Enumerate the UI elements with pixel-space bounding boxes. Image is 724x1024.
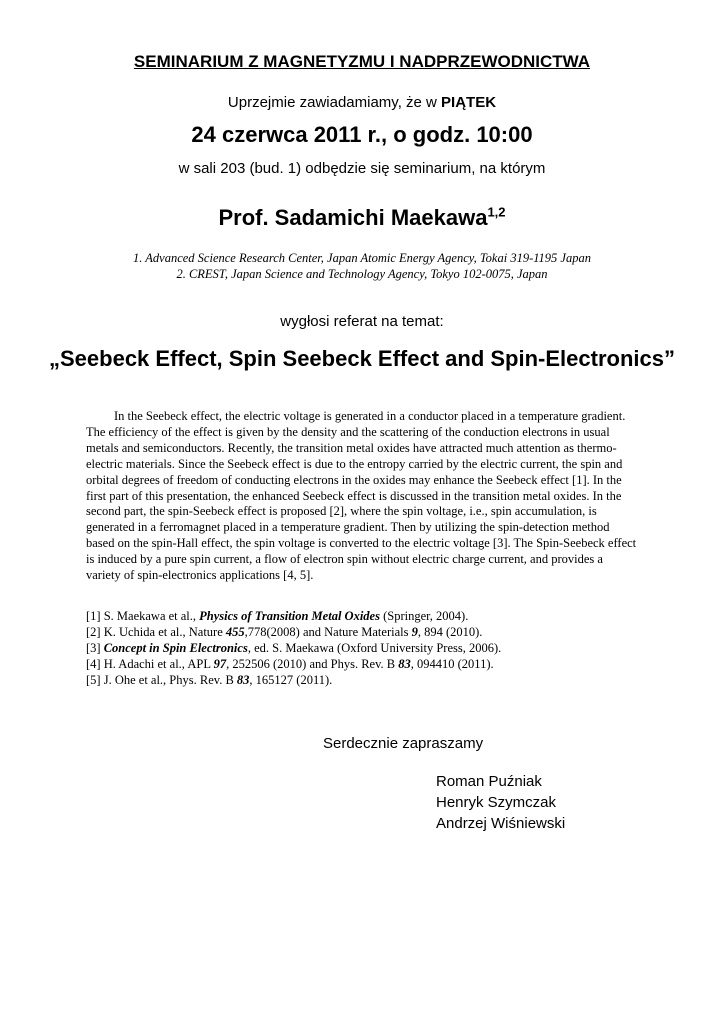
intro-text: Uprzejmie zawiadamiamy, że w: [227, 94, 442, 111]
affiliation-marks: 1,2: [487, 204, 506, 220]
affiliation-2: 2. CREST, Japan Science and Technology Agency, Tokyo 102-0075, Japan: [176, 267, 548, 281]
organizers-list: [436, 771, 565, 834]
organizer-name: Andrzej Wiśniewski: [436, 815, 566, 832]
seminar-date-time: 24 czerwca 2011 r., o godz. 10:00: [191, 122, 533, 147]
affiliation-1: 1. Advanced Science Research Center, Japan Atomic Energy Agency, Tokai 319-1195 Japan: [133, 251, 591, 265]
reference-item: [1] S. Maekawa et al., Physics of Transition Metal Oxides (Springer, 2004).: [86, 609, 469, 623]
abstract-paragraph: In the Seebeck effect, the electric voltage is generated in a conductor placed in a temperature gradient. The efficiency of the effect is given by the density and the scattering of the conduction electrons in usual metals and semiconductors. Recently, the transition metal oxides have attracted much attention as thermo-electric materials. Since the Seebeck effect is due to the entropy carried by the electric current, the spin and orbital degrees of freedom of conducting electrons in the oxides may enhance the Seebeck effect [1]. In the first part of this presentation, the enhanced Seebeck effect is discussed in the transition metal oxides. In the second part, the spin-Seebeck effect is proposed [2], where the spin voltage, i.e., spin accumulation, is generated in a ferromagnet placed in a temperature gradient. Then by utilizing the spin-detection method based on the spin-Hall effect, the spin voltage is converted to the electric voltage [3]. The Spin-Seebeck effect is induced by a pure spin current, a flow of electron spin without electric charge current, and provides a variety of spin-electronics applications [4, 5].: [86, 409, 637, 583]
references-list: [86, 609, 646, 689]
reference-item: [2] K. Uchida et al., Nature 455,778(2008) and Nature Materials 9, 894 (2010).: [86, 624, 483, 639]
speaker-name-line: [0, 205, 724, 231]
venue-line: w sali 203 (bud. 1) odbędzie się seminarium, na którym: [178, 160, 546, 177]
lecture-intro: wygłosi referat na temat:: [280, 313, 444, 330]
organizer-name: Henryk Szymczak: [436, 794, 557, 811]
seminar-day: PIĄTEK: [441, 94, 497, 111]
reference-item: [4] H. Adachi et al., APL 97, 252506 (2010) and Phys. Rev. B 83, 094410 (2011).: [86, 656, 494, 671]
organizer-name: Roman Puźniak: [436, 773, 542, 790]
seminar-heading: SEMINARIUM Z MAGNETYZMU I NADPRZEWODNICTWA: [133, 52, 591, 71]
closing-invitation: Serdecznie zapraszamy: [323, 735, 484, 752]
intro-line: [0, 94, 724, 111]
talk-title: „Seebeck Effect, Spin Seebeck Effect and Spin-Electronics”: [49, 346, 675, 371]
reference-item: [3] Concept in Spin Electronics, ed. S. Maekawa (Oxford University Press, 2006).: [86, 640, 502, 655]
speaker-name: Prof. Sadamichi Maekawa: [218, 205, 488, 230]
reference-item: [5] J. Ohe et al., Phys. Rev. B 83, 165127 (2011).: [86, 672, 333, 687]
